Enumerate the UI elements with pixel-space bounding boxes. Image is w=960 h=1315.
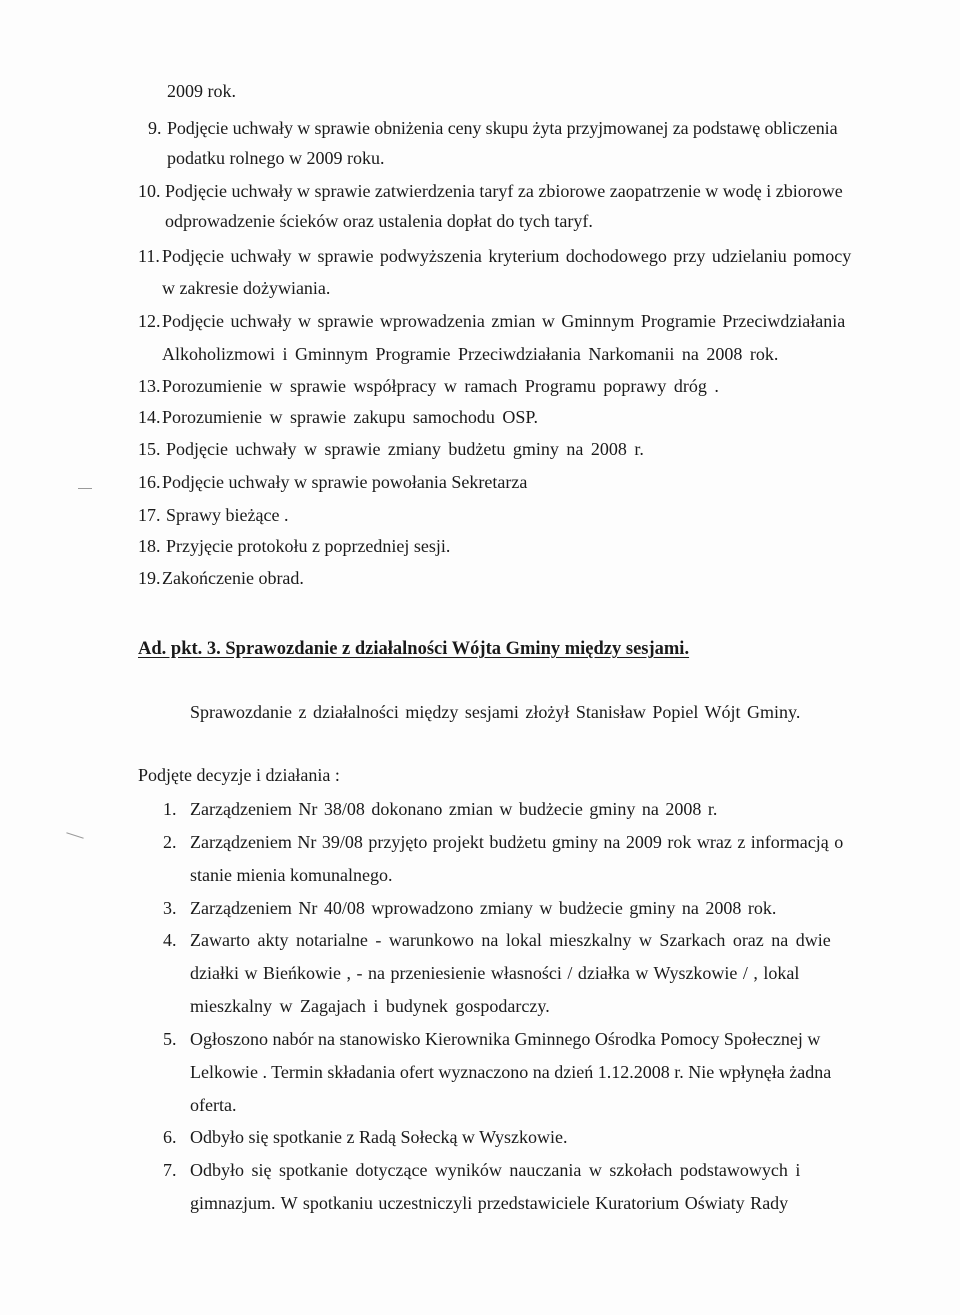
decision-text: działki w Bieńkowie , - na przeniesienie własności / działka w Wyszkowie / , lokal — [190, 963, 800, 983]
agenda-item-text: Podjęcie uchwały w sprawie wprowadzenia zmian w Gminnym Programie Przeciwdziałania — [162, 311, 846, 331]
agenda-item-number: 14. — [138, 407, 161, 427]
agenda-item-number: 16. — [138, 472, 161, 492]
agenda-item-text: Zakończenie obrad. — [162, 568, 304, 588]
decision-number: 6. — [163, 1127, 177, 1147]
agenda-item-text: w zakresie dożywiania. — [162, 278, 331, 298]
agenda-item-text: Podjęcie uchwały w sprawie zmiany budżetu gminy na 2008 r. — [166, 439, 644, 459]
agenda-item-number: 9. — [148, 118, 162, 138]
agenda-item-text: Porozumienie w sprawie współpracy w ramach Programu poprawy dróg . — [162, 376, 719, 396]
section-heading: Ad. pkt. 3. Sprawozdanie z działalności Wójta Gminy między sesjami. — [138, 639, 690, 659]
decision-text: gimnazjum. W spotkaniu uczestniczyli przedstawiciele Kuratorium Oświaty Rady — [190, 1193, 789, 1213]
scan-mark — [66, 832, 83, 839]
agenda-item-number: 10. — [138, 181, 161, 201]
agenda-item-number: 15. — [138, 439, 161, 459]
agenda-item-text: Sprawy bieżące . — [166, 505, 289, 525]
agenda-item-number: 11. — [138, 246, 160, 266]
agenda-item-text: Podjęcie uchwały w sprawie powołania Sekretarza — [162, 472, 528, 492]
agenda-item-number: 17. — [138, 505, 161, 525]
agenda-item-number: 19. — [138, 568, 161, 588]
decision-text: oferta. — [190, 1095, 237, 1115]
agenda-item-text: Podjęcie uchwały w sprawie obniżenia ceny skupu żyta przyjmowanej za podstawę obliczenia — [167, 118, 838, 138]
decision-number: 4. — [163, 930, 177, 950]
agenda-item-text: podatku rolnego w 2009 roku. — [167, 148, 385, 168]
decision-text: Odbyło się spotkanie dotyczące wyników nauczania w szkołach podstawowych i — [190, 1160, 801, 1180]
agenda-continuation: 2009 rok. — [167, 81, 236, 101]
section-intro: Sprawozdanie z działalności między sesjami złożył Stanisław Popiel Wójt Gminy. — [190, 702, 801, 722]
agenda-item-text: Alkoholizmowi i Gminnym Programie Przeciwdziałania Narkomanii na 2008 rok. — [162, 344, 779, 364]
decision-text: Zawarto akty notarialne - warunkowo na lokal mieszkalny w Szarkach oraz na dwie — [190, 930, 831, 950]
decision-text: Zarządzeniem Nr 38/08 dokonano zmian w budżecie gminy na 2008 r. — [190, 799, 718, 819]
agenda-item-text: Podjęcie uchwały w sprawie podwyższenia kryterium dochodowego przy udzielaniu pomocy — [162, 246, 852, 266]
agenda-item-number: 13. — [138, 376, 161, 396]
agenda-item-text: Podjęcie uchwały w sprawie zatwierdzenia taryf za zbiorowe zaopatrzenie w wodę i zbiorowe — [165, 181, 843, 201]
decision-text: stanie mienia komunalnego. — [190, 865, 393, 885]
decision-text: Ogłoszono nabór na stanowisko Kierownika Gminnego Ośrodka Pomocy Społecznej w — [190, 1029, 821, 1049]
decision-text: Odbyło się spotkanie z Radą Sołecką w Wyszkowie. — [190, 1127, 568, 1147]
decision-text: Lelkowie . Termin składania ofert wyznaczono na dzień 1.12.2008 r. Nie wpłynęła żadna — [190, 1062, 832, 1082]
agenda-item-text: Przyjęcie protokołu z poprzedniej sesji. — [166, 536, 451, 556]
decision-number: 7. — [163, 1160, 177, 1180]
agenda-item-text: odprowadzenie ścieków oraz ustalenia dopłat do tych taryf. — [165, 211, 593, 231]
decision-text: Zarządzeniem Nr 40/08 wprowadzono zmiany w budżecie gminy na 2008 rok. — [190, 898, 777, 918]
decision-number: 3. — [163, 898, 177, 918]
agenda-item-number: 12. — [138, 311, 161, 331]
agenda-item-number: 18. — [138, 536, 161, 556]
decision-number: 5. — [163, 1029, 177, 1049]
decision-text: Zarządzeniem Nr 39/08 przyjęto projekt budżetu gminy na 2009 rok wraz z informacją o — [190, 832, 844, 852]
agenda-item-text: Porozumienie w sprawie zakupu samochodu OSP. — [162, 407, 538, 427]
decision-number: 2. — [163, 832, 177, 852]
decisions-label: Podjęte decyzje i działania : — [138, 765, 340, 785]
decision-text: mieszkalny w Zagajach i budynek gospodarczy. — [190, 996, 550, 1016]
decision-number: 1. — [163, 799, 177, 819]
scan-mark — [78, 488, 92, 489]
